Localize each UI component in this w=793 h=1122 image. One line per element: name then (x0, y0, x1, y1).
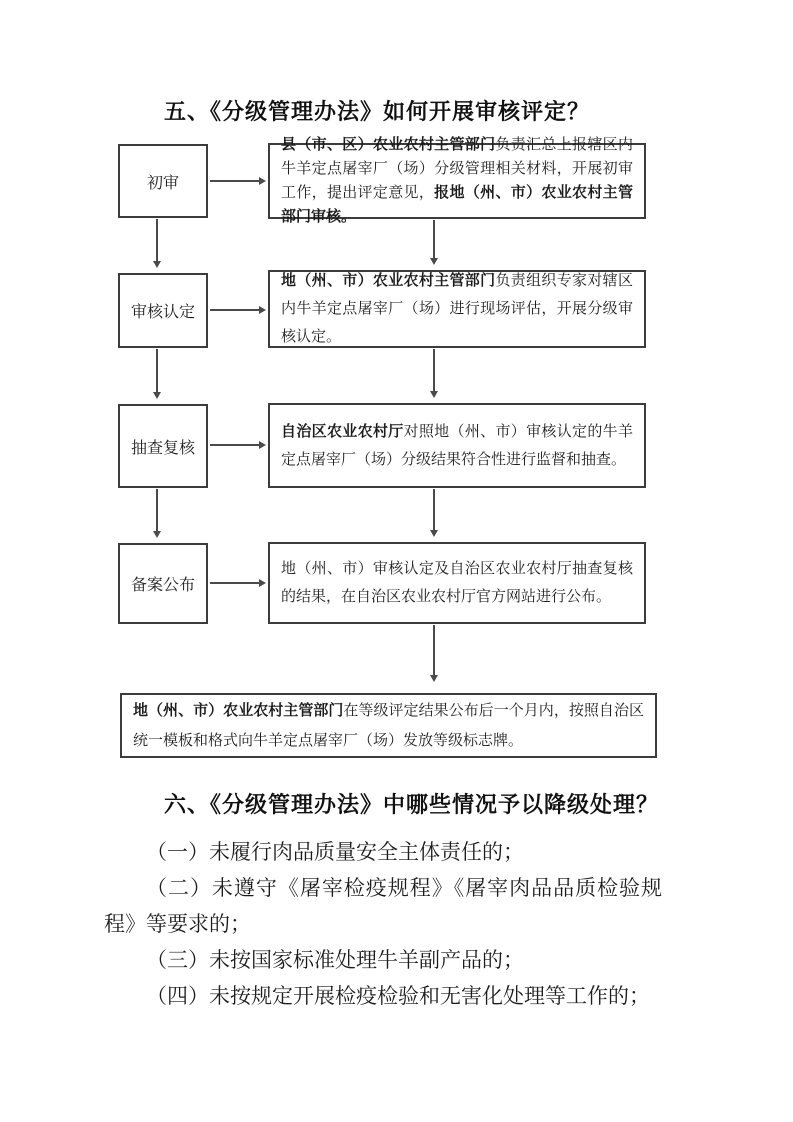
flow-step-box-shenherending (118, 273, 208, 348)
flow-detail-box-3 (268, 403, 646, 488)
flow-step-label: 审核认定 (130, 304, 195, 321)
section6-title: 六、《分级管理办法》中哪些情况予以降级处理？ (164, 792, 660, 817)
arrow-down-icon (433, 220, 435, 263)
arrow-down-icon (433, 349, 435, 396)
flow-final-box (120, 693, 657, 758)
arrow-down-icon (156, 349, 158, 397)
list-item-3: （三）未按国家标准处理牛羊副产品的； (146, 948, 524, 972)
flow-detail-box-1 (268, 137, 646, 225)
arrow-down-icon (156, 219, 158, 266)
flow-detail-box-2 (268, 270, 646, 348)
arrow-right-icon (210, 180, 264, 182)
list-item-1: （一）未履行肉品质量安全主体责任的； (146, 840, 524, 864)
downgrade-conditions-list (104, 834, 662, 1014)
arrow-right-icon (210, 444, 264, 446)
flow-detail-box-4 (268, 542, 646, 624)
flow-step-box-beiangongbu (118, 543, 208, 624)
flow-detail-text-1: 县（市、区）农业农村主管部门负责汇总上报辖区内牛羊定点屠宰厂（场）分级管理相关材料，开展初审工作，提出评定意见，报地（州、市）农业农村主管部门审核。 (281, 137, 633, 225)
flow-step-box-chushen (118, 144, 208, 218)
flow-step-label: 备案公布 (130, 577, 195, 594)
arrow-down-icon (433, 489, 435, 535)
list-item-4: （四）未按规定开展检疫检验和无害化处理等工作的； (146, 984, 650, 1008)
arrow-down-icon (156, 489, 158, 536)
section5-title: 五、《分级管理办法》如何开展审核评定？ (164, 99, 591, 124)
flow-step-label: 抽查复核 (130, 439, 195, 457)
flow-step-label: 初审 (146, 174, 179, 192)
arrow-down-icon (433, 625, 435, 680)
arrow-right-icon (210, 309, 264, 311)
flow-detail-text-4: 地（州、市）审核认定及自治区农业农村厅抽查复核的结果，在自治区农业农村厅官方网站进行公布。 (281, 561, 633, 605)
flow-final-text: 地（州、市）农业农村主管部门在等级评定结果公布后一个月内，按照自治区统一模板和格式向牛羊定点屠宰厂（场）发放等级标志牌。 (133, 702, 644, 749)
arrow-right-icon (210, 582, 264, 584)
flow-step-box-chouchafuhe (118, 404, 208, 488)
list-item-2: （二）未遵守《屠宰检疫规程》《屠宰肉品品质检验规程》等要求的； (104, 876, 662, 936)
flow-detail-text-2: 地（州、市）农业农村主管部门负责组织专家对辖区内牛羊定点屠宰厂（场）进行现场评估，开展分级审核认定。 (281, 273, 633, 345)
flow-detail-text-3: 自治区农业农村厅对照地（州、市）审核认定的牛羊定点屠宰厂（场）分级结果符合性进行监督和抽查。 (281, 423, 633, 468)
